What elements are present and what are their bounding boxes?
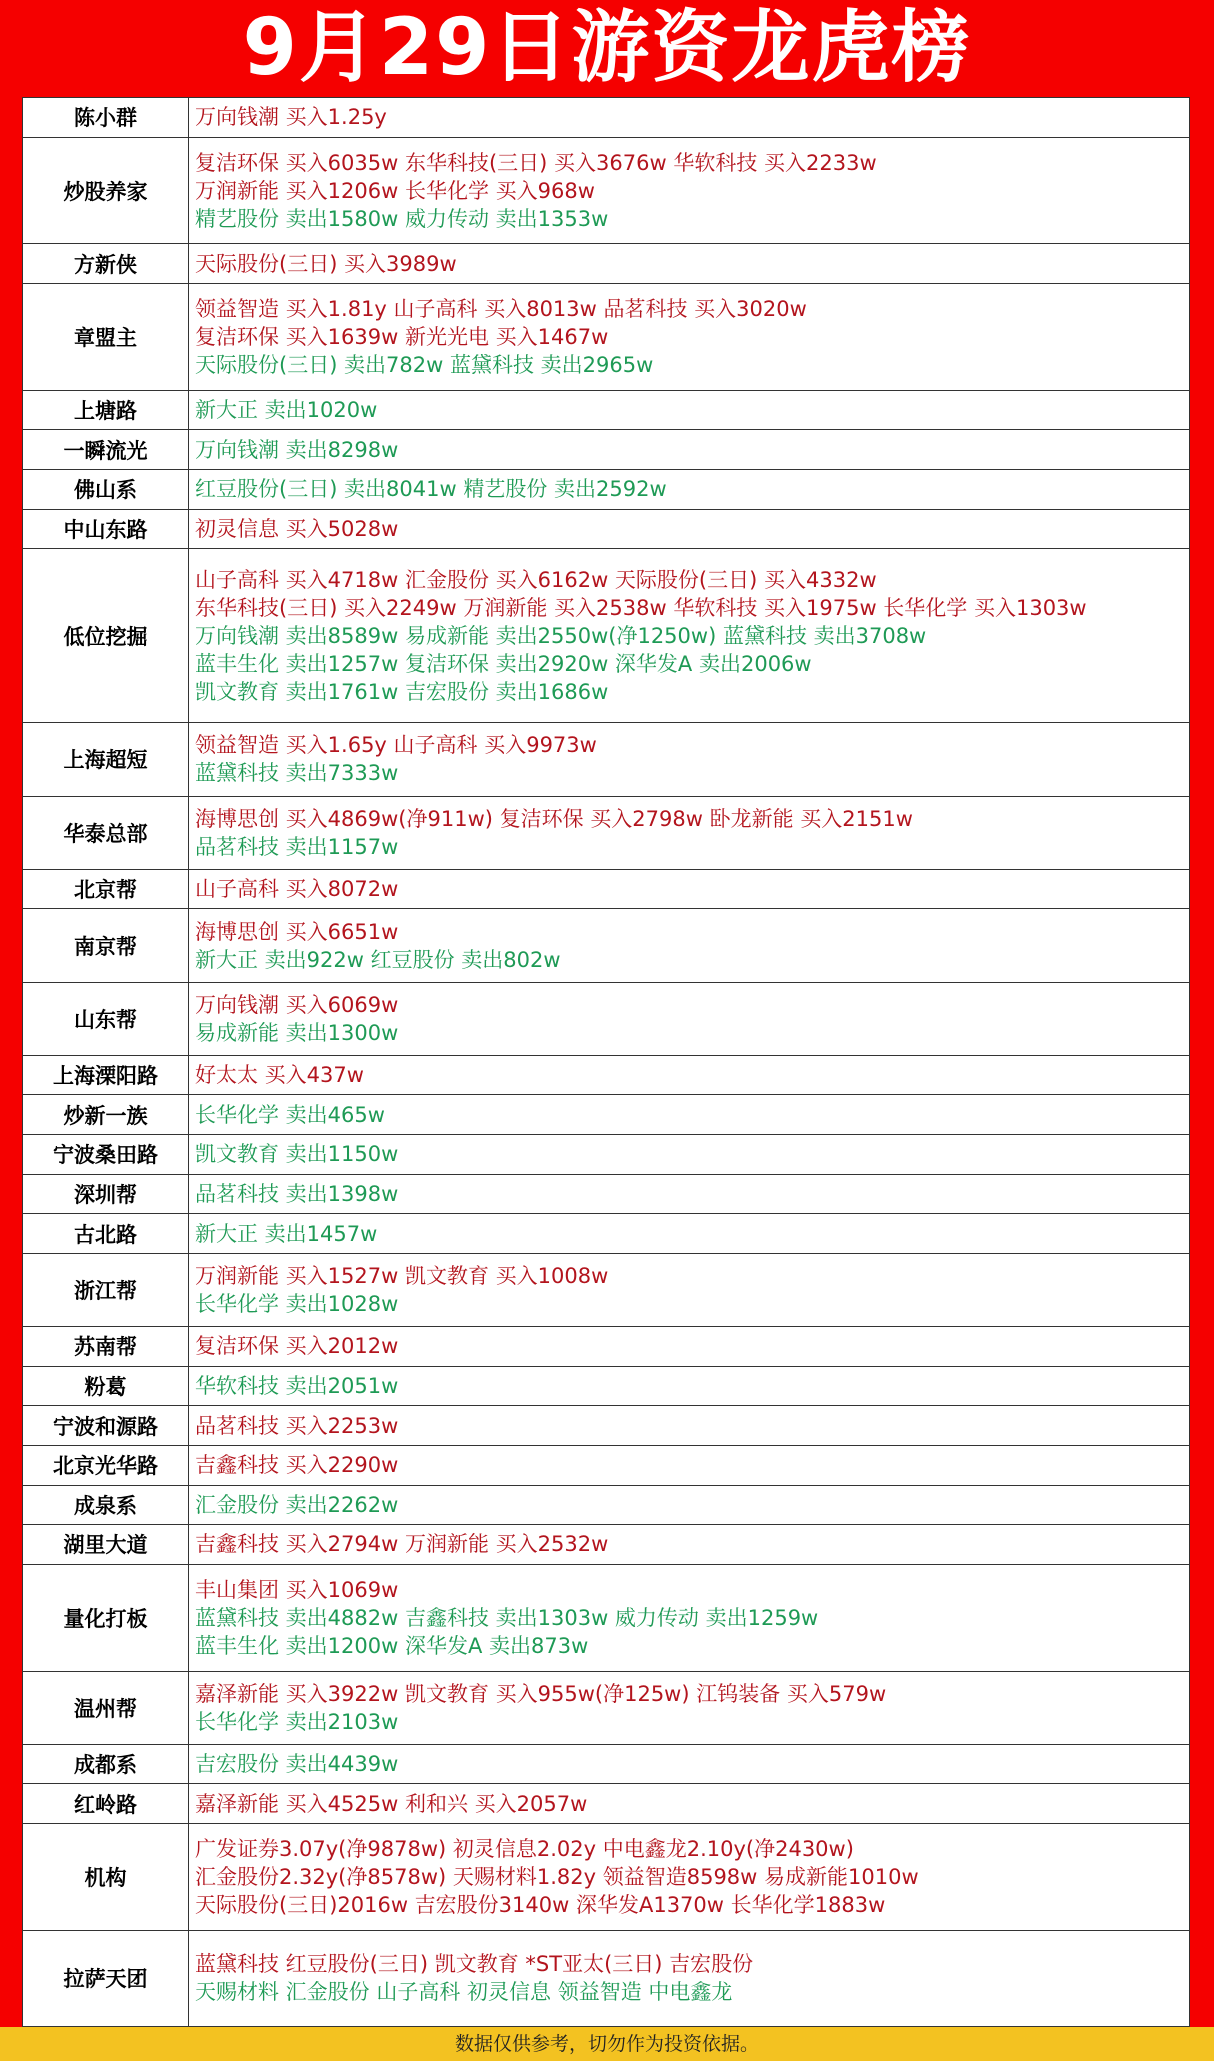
table-row (23, 470, 1190, 510)
trader-name: 上海超短 (23, 723, 189, 796)
trader-name: 宁波桑田路 (23, 1135, 189, 1175)
trader-name: 成都系 (23, 1744, 189, 1784)
sell-line: 新大正 卖出1457w (195, 1221, 378, 1246)
trade-details (189, 1327, 1190, 1367)
trader-name: 机构 (23, 1824, 189, 1931)
trade-details (189, 1406, 1190, 1446)
trade-details (189, 1366, 1190, 1406)
trader-name: 上海溧阳路 (23, 1055, 189, 1095)
trader-name: 拉萨天团 (23, 1930, 189, 2026)
sell-line: 长华化学 卖出465w (195, 1102, 385, 1127)
trade-details (189, 137, 1190, 244)
buy-line: 品茗科技 买入2253w (195, 1413, 399, 1438)
table-body (23, 98, 1190, 2027)
buy-line: 天际股份(三日)2016w 吉宏股份3140w 深华发A1370w 长华化学1883w (195, 1892, 886, 1917)
table-row (23, 982, 1190, 1055)
trade-details (189, 1784, 1190, 1824)
trader-name: 苏南帮 (23, 1327, 189, 1367)
sell-line: 长华化学 卖出1028w (195, 1292, 399, 1316)
buy-line: 万润新能 买入1206w 长华化学 买入968w (195, 178, 595, 203)
sell-line: 蓝丰生化 卖出1200w 深华发A 卖出873w (195, 1633, 589, 1658)
trade-details (189, 1135, 1190, 1175)
table-row (23, 796, 1190, 869)
sell-line: 长华化学 卖出2103w (195, 1709, 399, 1734)
buy-line: 山子高科 买入8072w (195, 877, 399, 902)
sell-line: 凯文教育 卖出1150w (195, 1142, 399, 1167)
buy-line: 海博思创 买入4869w(净911w) 复洁环保 买入2798w 卧龙新能 买入2151w (195, 806, 913, 831)
trader-name: 量化打板 (23, 1564, 189, 1671)
table-row (23, 1366, 1190, 1406)
table-row (23, 1327, 1190, 1367)
buy-line: 万润新能 买入1527w 凯文教育 买入1008w (195, 1264, 609, 1288)
trade-details (189, 1055, 1190, 1095)
trader-name: 北京帮 (23, 869, 189, 909)
sell-line: 蓝黛科技 卖出7333w (195, 761, 399, 786)
buy-line: 初灵信息 买入5028w (195, 517, 399, 541)
table-row (23, 1174, 1190, 1214)
buy-line: 吉鑫科技 买入2794w 万润新能 买入2532w (195, 1532, 609, 1557)
buy-line: 山子高科 买入4718w 汇金股份 买入6162w 天际股份(三日) 买入4332w (195, 567, 877, 592)
trader-name: 南京帮 (23, 909, 189, 982)
buy-line: 嘉泽新能 买入3922w 凯文教育 买入955w(净125w) 江钨装备 买入579w (195, 1681, 887, 1706)
trade-details (189, 1525, 1190, 1565)
disclaimer-footer: 数据仅供参考，切勿作为投资依据。 (0, 2027, 1214, 2061)
buy-line: 领益智造 买入1.65y 山子高科 买入9973w (195, 733, 597, 758)
table-row (23, 1784, 1190, 1824)
table-row (23, 1671, 1190, 1744)
sell-line: 新大正 卖出1020w (195, 398, 378, 423)
table-row (23, 1564, 1190, 1671)
trade-details (189, 1824, 1190, 1931)
trader-name: 上塘路 (23, 390, 189, 430)
buy-line: 复洁环保 买入6035w 东华科技(三日) 买入3676w 华软科技 买入2233w (195, 150, 877, 175)
trade-details (189, 284, 1190, 391)
trader-name: 华泰总部 (23, 796, 189, 869)
trade-details (189, 509, 1190, 549)
trader-name: 古北路 (23, 1214, 189, 1254)
trader-name: 中山东路 (23, 509, 189, 549)
table-row (23, 244, 1190, 284)
table-row (23, 1744, 1190, 1784)
sell-line: 吉宏股份 卖出4439w (195, 1752, 399, 1777)
sell-line: 天际股份(三日) 卖出782w 蓝黛科技 卖出2965w (195, 352, 654, 377)
table-row (23, 1930, 1190, 2026)
sell-line: 新大正 卖出922w 红豆股份 卖出802w (195, 947, 561, 972)
trade-details (189, 470, 1190, 510)
trade-details (189, 909, 1190, 982)
trader-name: 深圳帮 (23, 1174, 189, 1214)
table-row (23, 98, 1190, 138)
trade-details (189, 1214, 1190, 1254)
table-row (23, 1445, 1190, 1485)
buy-line: 汇金股份2.32y(净8578w) 天赐材料1.82y 领益智造8598w 易成新能1010w (195, 1864, 919, 1889)
table-row (23, 390, 1190, 430)
table-row (23, 869, 1190, 909)
buy-line: 好太太 买入437w (195, 1063, 364, 1088)
table-row (23, 549, 1190, 723)
sell-line: 红豆股份(三日) 卖出8041w 精艺股份 卖出2592w (195, 477, 667, 502)
trade-details (189, 1930, 1190, 2026)
trade-details (189, 1485, 1190, 1525)
trader-name: 北京光华路 (23, 1445, 189, 1485)
table-row (23, 1095, 1190, 1135)
trade-details (189, 390, 1190, 430)
trader-name: 陈小群 (23, 98, 189, 138)
buy-line: 万向钱潮 买入6069w (195, 992, 399, 1017)
trade-details (189, 98, 1190, 138)
trade-details (189, 796, 1190, 869)
table-row (23, 509, 1190, 549)
trade-details (189, 1174, 1190, 1214)
buy-line: 嘉泽新能 买入4525w 利和兴 买入2057w (195, 1791, 588, 1816)
trade-details (189, 982, 1190, 1055)
trader-name: 章盟主 (23, 284, 189, 391)
sell-line: 精艺股份 卖出1580w 威力传动 卖出1353w (195, 206, 609, 231)
buy-line: 广发证券3.07y(净9878w) 初灵信息2.02y 中电鑫龙2.10y(净2430w) (195, 1836, 854, 1861)
buy-line: 东华科技(三日) 买入2249w 万润新能 买入2538w 华软科技 买入1975w 长华化学 买入1303w (195, 595, 1087, 620)
sell-line: 蓝黛科技 卖出4882w 吉鑫科技 卖出1303w 威力传动 卖出1259w (195, 1605, 819, 1630)
buy-line: 海博思创 买入6651w (195, 919, 399, 944)
trader-name: 成泉系 (23, 1485, 189, 1525)
page-title: 9月29日游资龙虎榜 (242, 3, 972, 93)
sell-line: 易成新能 卖出1300w (195, 1020, 399, 1045)
trade-details (189, 723, 1190, 796)
trader-name: 湖里大道 (23, 1525, 189, 1565)
trade-details (189, 869, 1190, 909)
trader-name: 粉葛 (23, 1366, 189, 1406)
table-row (23, 723, 1190, 796)
table-row (23, 1824, 1190, 1931)
trader-name: 浙江帮 (23, 1253, 189, 1326)
trader-name: 温州帮 (23, 1671, 189, 1744)
trader-name: 炒新一族 (23, 1095, 189, 1135)
sell-line: 汇金股份 卖出2262w (195, 1492, 399, 1517)
trade-details (189, 244, 1190, 284)
trade-details (189, 1445, 1190, 1485)
buy-line: 吉鑫科技 买入2290w (195, 1453, 399, 1478)
trader-name: 低位挖掘 (23, 549, 189, 723)
sell-line: 万向钱潮 卖出8298w (195, 437, 399, 462)
sell-line: 万向钱潮 卖出8589w 易成新能 卖出2550w(净1250w) 蓝黛科技 卖出3708w (195, 623, 927, 648)
buy-line: 复洁环保 买入1639w 新光光电 买入1467w (195, 324, 609, 349)
buy-line: 万向钱潮 买入1.25y (195, 105, 387, 130)
sell-line: 华软科技 卖出2051w (195, 1374, 399, 1399)
table-row (23, 1525, 1190, 1565)
sell-line: 品茗科技 卖出1157w (195, 834, 399, 859)
table-row (23, 430, 1190, 470)
table-row (23, 1135, 1190, 1175)
trader-name: 一瞬流光 (23, 430, 189, 470)
trader-name: 红岭路 (23, 1784, 189, 1824)
trade-details (189, 1564, 1190, 1671)
trade-details (189, 1744, 1190, 1784)
table-row (23, 1055, 1190, 1095)
trader-name: 炒股养家 (23, 137, 189, 244)
trade-details (189, 1253, 1190, 1326)
trade-details (189, 549, 1190, 723)
trader-name: 宁波和源路 (23, 1406, 189, 1446)
trader-name: 山东帮 (23, 982, 189, 1055)
table-row (23, 1485, 1190, 1525)
buy-line: 复洁环保 买入2012w (195, 1334, 399, 1359)
table-row (23, 909, 1190, 982)
sell-line: 天赐材料 汇金股份 山子高科 初灵信息 领益智造 中电鑫龙 (195, 1980, 733, 2005)
trade-details (189, 430, 1190, 470)
trade-details (189, 1671, 1190, 1744)
table-row (23, 1406, 1190, 1446)
buy-line: 蓝黛科技 红豆股份(三日) 凯文教育 *ST亚太(三日) 吉宏股份 (195, 1952, 754, 1977)
buy-line: 领益智造 买入1.81y 山子高科 买入8013w 品茗科技 买入3020w (195, 296, 807, 321)
trade-details (189, 1095, 1190, 1135)
trader-name: 佛山系 (23, 470, 189, 510)
sell-line: 蓝丰生化 卖出1257w 复洁环保 卖出2920w 深华发A 卖出2006w (195, 651, 812, 676)
table-row (23, 1214, 1190, 1254)
buy-line: 丰山集团 买入1069w (195, 1577, 399, 1602)
sell-line: 凯文教育 卖出1761w 吉宏股份 卖出1686w (195, 679, 609, 704)
buy-line: 天际股份(三日) 买入3989w (195, 251, 457, 276)
sell-line: 品茗科技 卖出1398w (195, 1181, 399, 1206)
table-row (23, 137, 1190, 244)
table-row (23, 284, 1190, 391)
table-row (23, 1253, 1190, 1326)
trader-name: 方新侠 (23, 244, 189, 284)
dragon-tiger-table (22, 97, 1190, 2027)
